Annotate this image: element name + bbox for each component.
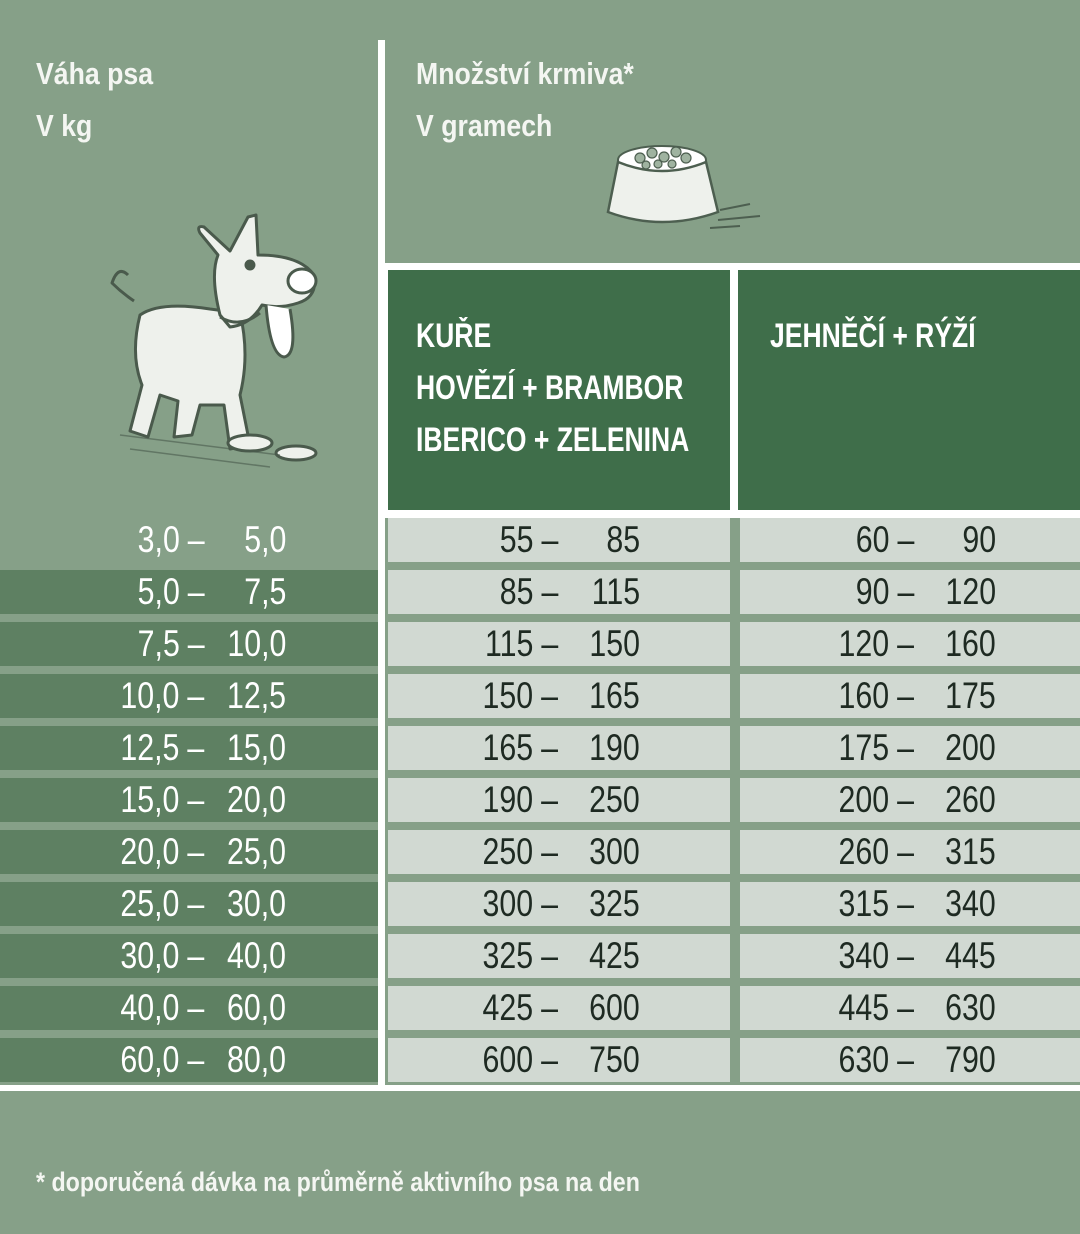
amount-range-1 [483,827,640,877]
range-to: 445 [945,935,996,976]
amount-cell-2 [740,726,1080,770]
amount-cell-2 [740,882,1080,926]
range-to: 200 [945,727,996,768]
amount-cell-1 [388,1038,730,1082]
range-from: 340 [838,935,890,976]
amount-cell-1 [388,830,730,874]
amount-range-2 [839,775,996,825]
range-from: 10,0 [120,675,180,716]
range-to: 25,0 [226,831,286,872]
weight-cell [0,778,378,822]
amount-cell-2 [740,570,1080,614]
food-bowl-icon [600,140,770,240]
weight-range [120,879,286,929]
weight-cell [0,518,378,562]
range-dash: – [541,1039,559,1080]
range-from: 315 [838,883,890,924]
range-dash: – [897,1039,915,1080]
range-dash: – [541,779,559,820]
weight-range [137,619,286,669]
food-title-line1: Množství krmiva* [416,56,634,91]
weight-cell [0,986,378,1030]
range-to: 120 [945,571,996,612]
range-dash: – [541,675,559,716]
weight-cell [0,726,378,770]
range-from: 60,0 [120,1039,180,1080]
weight-range [120,723,286,773]
range-from: 200 [838,779,890,820]
range-dash: – [897,519,915,560]
amount-range-1 [483,671,640,721]
range-dash: – [187,987,205,1028]
amount-cell-1 [388,778,730,822]
amount-cell-2 [740,986,1080,1030]
range-to: 175 [945,675,996,716]
range-dash: – [187,935,205,976]
amount-range-1 [483,1035,640,1085]
amount-range-1 [500,567,640,617]
weight-range [120,983,286,1033]
range-dash: – [187,623,205,664]
range-from: 630 [838,1039,890,1080]
amount-range-1 [485,619,640,669]
amount-range-1 [483,983,640,1033]
range-to: 315 [945,831,996,872]
range-to: 10,0 [226,623,286,664]
range-from: 165 [482,727,534,768]
dog-illustration-icon [100,205,330,475]
range-from: 20,0 [120,831,180,872]
amount-range-1 [483,775,640,825]
range-to: 300 [589,831,640,872]
amount-range-2 [839,723,996,773]
amount-range-2 [839,1035,996,1085]
weight-cell [0,1038,378,1082]
range-dash: – [187,571,205,612]
amount-cell-1 [388,518,730,562]
range-to: 790 [945,1039,996,1080]
range-dash: – [897,727,915,768]
weight-range [137,515,286,565]
range-dash: – [187,675,205,716]
weight-cell [0,882,378,926]
range-from: 40,0 [120,987,180,1028]
amount-cell-2 [740,934,1080,978]
range-dash: – [897,987,915,1028]
range-to: 40,0 [226,935,286,976]
amount-cell-2 [740,1038,1080,1082]
range-from: 325 [482,935,534,976]
range-from: 445 [838,987,890,1028]
range-from: 60 [855,519,890,560]
col1-line2: HOVĚZÍ + BRAMBOR [416,369,684,407]
range-to: 115 [591,571,640,612]
amount-cell-2 [740,518,1080,562]
range-to: 30,0 [226,883,286,924]
range-to: 7,5 [243,571,286,612]
range-from: 90 [855,571,890,612]
amount-range-2 [839,671,996,721]
amount-range-1 [500,515,640,565]
range-to: 12,5 [226,675,286,716]
range-to: 80,0 [226,1039,286,1080]
range-from: 260 [838,831,890,872]
weight-range [120,827,286,877]
range-dash: – [897,571,915,612]
range-to: 165 [589,675,640,716]
range-from: 3,0 [137,519,180,560]
range-dash: – [541,623,559,664]
range-dash: – [187,519,205,560]
amount-range-2 [839,619,996,669]
range-dash: – [187,1039,205,1080]
amount-cell-1 [388,882,730,926]
range-to: 90 [962,519,996,560]
weight-cell [0,674,378,718]
amount-cell-2 [740,830,1080,874]
footnote: * doporučená dávka na průměrně aktivního psa na den [36,1167,640,1197]
range-from: 115 [485,623,534,664]
range-dash: – [897,883,915,924]
weight-cell [0,622,378,666]
column-header-2 [738,270,1080,510]
range-to: 85 [606,519,640,560]
amount-range-1 [483,879,640,929]
amount-cell-1 [388,674,730,718]
range-to: 325 [589,883,640,924]
range-to: 425 [589,935,640,976]
col2-line1: JEHNĚČÍ + RÝŽÍ [770,317,976,355]
weight-cell [0,934,378,978]
range-dash: – [187,883,205,924]
range-to: 60,0 [226,987,286,1028]
range-dash: – [541,987,559,1028]
range-from: 7,5 [137,623,180,664]
weight-cell [0,830,378,874]
range-from: 120 [838,623,890,664]
range-from: 85 [499,571,534,612]
col1-line1: KUŘE [416,317,492,355]
weight-range [120,671,286,721]
range-dash: – [541,831,559,872]
amount-cell-1 [388,934,730,978]
amount-cell-2 [740,778,1080,822]
range-dash: – [187,779,205,820]
weight-range [120,775,286,825]
range-to: 150 [589,623,640,664]
range-from: 15,0 [120,779,180,820]
weight-cell [0,570,378,614]
column-divider [378,40,385,1085]
food-title-line2: V gramech [416,108,553,143]
range-dash: – [541,519,559,560]
weight-range [120,1035,286,1085]
weight-title-line1: Váha psa [36,56,154,91]
amount-range-2 [839,827,996,877]
range-from: 300 [482,883,534,924]
weight-range [137,567,286,617]
range-dash: – [897,779,915,820]
amount-range-2 [856,567,996,617]
range-to: 750 [589,1039,640,1080]
range-from: 12,5 [120,727,180,768]
range-to: 5,0 [243,519,286,560]
range-from: 425 [482,987,534,1028]
range-dash: – [897,935,915,976]
range-dash: – [897,831,915,872]
range-to: 15,0 [226,727,286,768]
range-from: 190 [482,779,534,820]
range-from: 600 [482,1039,534,1080]
range-from: 160 [838,675,890,716]
weight-range [120,931,286,981]
range-to: 260 [945,779,996,820]
amount-range-2 [839,931,996,981]
amount-range-2 [839,983,996,1033]
amount-cell-1 [388,986,730,1030]
range-from: 150 [482,675,534,716]
range-from: 25,0 [120,883,180,924]
range-to: 630 [945,987,996,1028]
amount-cell-1 [388,622,730,666]
range-from: 30,0 [120,935,180,976]
range-to: 160 [945,623,996,664]
col1-line3: IBERICO + ZELENINA [416,421,690,459]
range-dash: – [187,727,205,768]
range-from: 175 [838,727,890,768]
range-from: 250 [482,831,534,872]
amount-range-1 [483,931,640,981]
range-dash: – [187,831,205,872]
amount-cell-1 [388,726,730,770]
amount-range-2 [856,515,996,565]
range-dash: – [541,935,559,976]
amount-cell-1 [388,570,730,614]
range-to: 340 [945,883,996,924]
range-to: 600 [589,987,640,1028]
range-from: 5,0 [137,571,180,612]
range-to: 190 [589,727,640,768]
range-from: 55 [499,519,534,560]
weight-title-line2: V kg [36,108,93,143]
range-to: 250 [589,779,640,820]
amount-range-2 [839,879,996,929]
footer-divider [0,1085,1080,1091]
amount-cell-2 [740,674,1080,718]
range-dash: – [541,571,559,612]
range-dash: – [541,727,559,768]
range-dash: – [897,623,915,664]
range-dash: – [541,883,559,924]
range-to: 20,0 [226,779,286,820]
amount-cell-2 [740,622,1080,666]
amount-range-1 [483,723,640,773]
range-dash: – [897,675,915,716]
